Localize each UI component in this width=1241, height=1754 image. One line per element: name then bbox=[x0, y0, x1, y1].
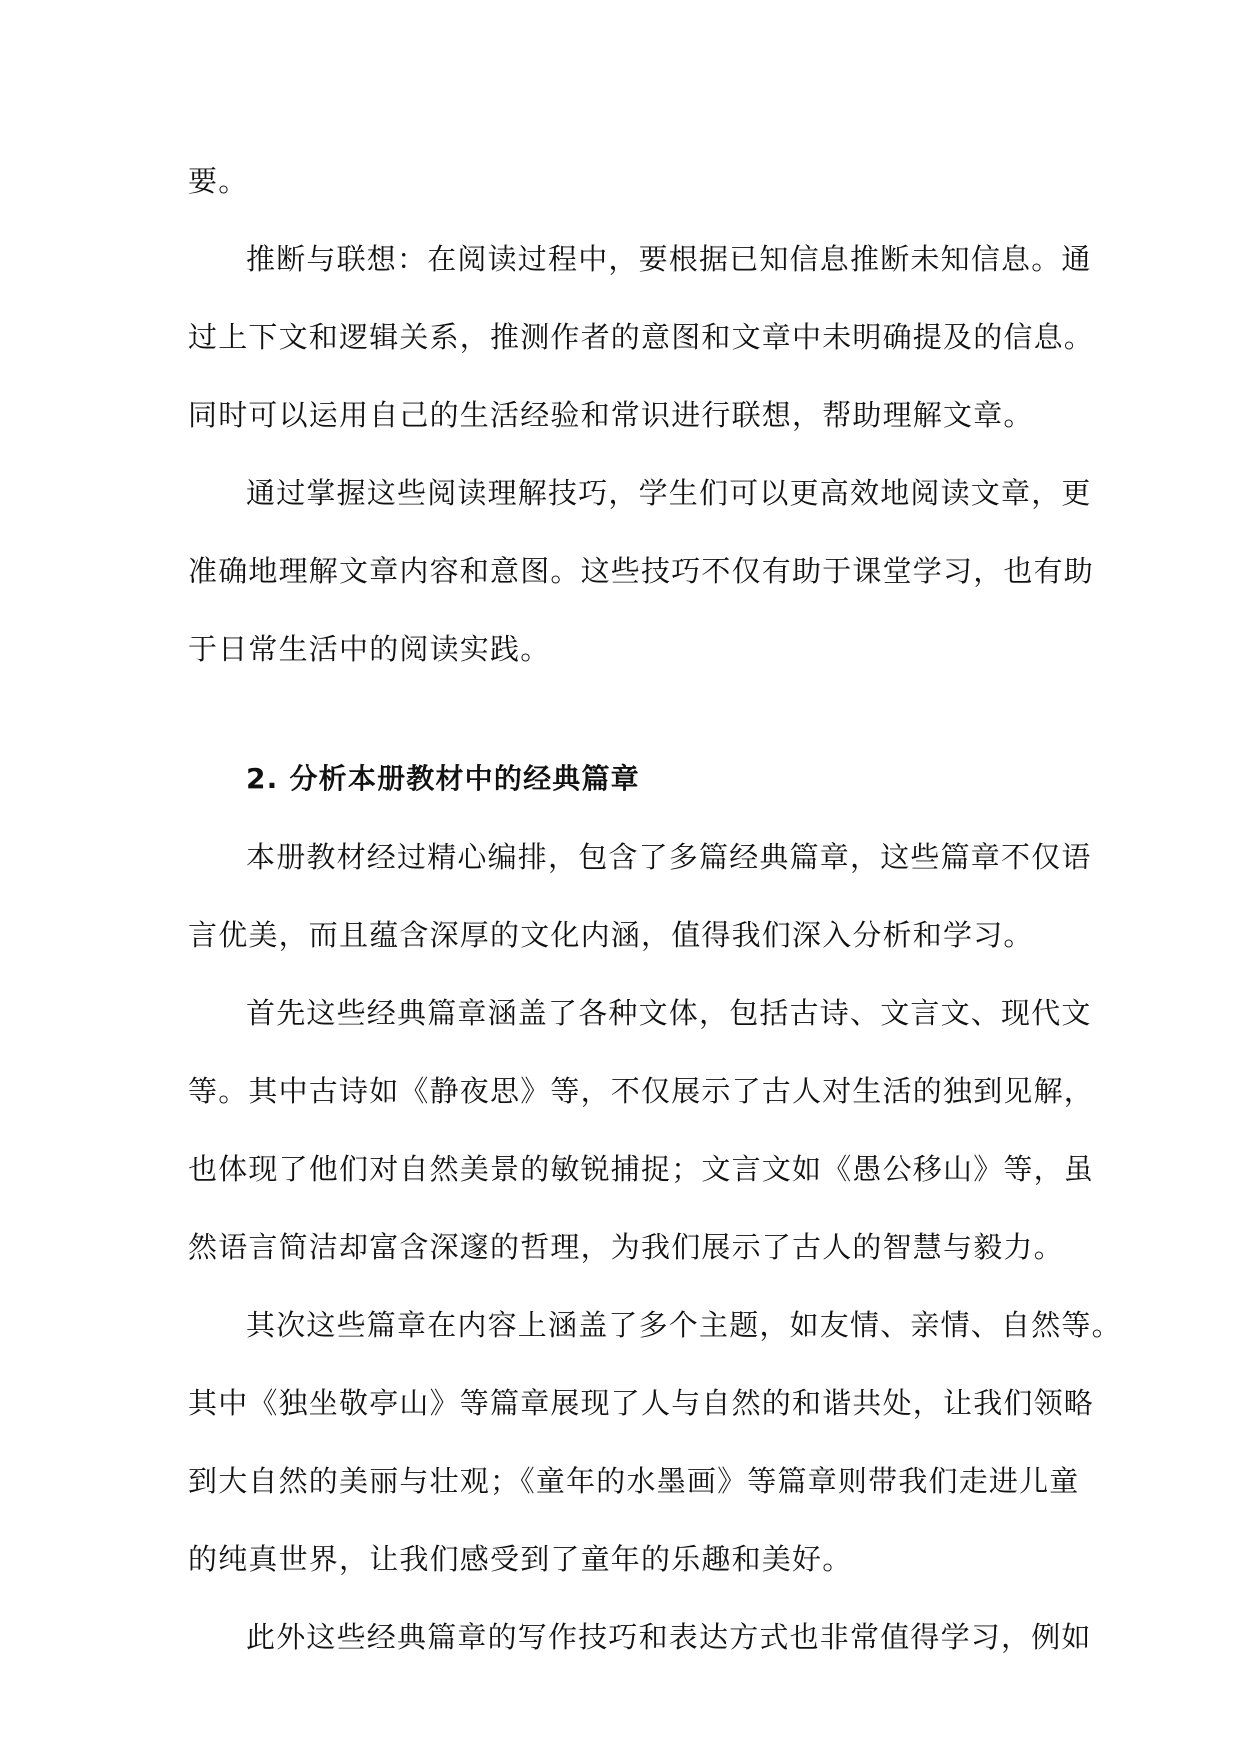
paragraph-intro bbox=[188, 818, 1092, 974]
text-line: 等。其中古诗如《静夜思》等，不仅展示了古人对生活的独到见解， bbox=[188, 1074, 1095, 1108]
text-line: 同时可以运用自己的生活经验和常识进行联想，帮助理解文章。 bbox=[188, 398, 1034, 432]
text-line: 此外这些经典篇章的写作技巧和表达方式也非常值得学习，例如 bbox=[246, 1620, 1092, 1654]
continued-text-line: 要。 bbox=[188, 164, 249, 198]
text-line: 到大自然的美丽与壮观；《童年的水墨画》等篇章则带我们走进儿童 bbox=[188, 1464, 1080, 1498]
text-line: 首先这些经典篇章涵盖了各种文体，包括古诗、文言文、现代文 bbox=[246, 996, 1092, 1030]
text-line: 的纯真世界，让我们感受到了童年的乐趣和美好。 bbox=[188, 1542, 853, 1576]
section-heading: 2. 分析本册教材中的经典篇章 bbox=[246, 762, 640, 795]
paragraph-inference bbox=[188, 220, 1095, 454]
text-line: 也体现了他们对自然美景的敏锐捕捉；文言文如《愚公移山》等，虽 bbox=[188, 1152, 1095, 1186]
document-body bbox=[188, 142, 1122, 1676]
paragraph-summary bbox=[188, 454, 1095, 688]
paragraph-genres bbox=[188, 974, 1095, 1286]
text-line: 其中《独坐敬亭山》等篇章展现了人与自然的和谐共处，让我们领略 bbox=[188, 1386, 1095, 1420]
text-line: 推断与联想：在阅读过程中，要根据已知信息推断未知信息。通 bbox=[246, 242, 1092, 276]
section-spacer bbox=[188, 688, 1056, 740]
text-line: 准确地理解文章内容和意图。这些技巧不仅有助于课堂学习，也有助 bbox=[188, 554, 1095, 588]
paragraph-techniques bbox=[188, 1598, 1092, 1676]
text-line: 本册教材经过精心编排，包含了多篇经典篇章，这些篇章不仅语 bbox=[246, 840, 1092, 874]
text-line: 通过掌握这些阅读理解技巧，学生们可以更高效地阅读文章，更 bbox=[246, 476, 1092, 510]
text-line: 言优美，而且蕴含深厚的文化内涵，值得我们深入分析和学习。 bbox=[188, 918, 1034, 952]
text-line: 过上下文和逻辑关系，推测作者的意图和文章中未明确提及的信息。 bbox=[188, 320, 1095, 354]
text-line: 其次这些篇章在内容上涵盖了多个主题，如友情、亲情、自然等。 bbox=[246, 1308, 1122, 1342]
text-line: 然语言简洁却富含深邃的哲理，为我们展示了古人的智慧与毅力。 bbox=[188, 1230, 1064, 1264]
paragraph-themes bbox=[188, 1286, 1122, 1598]
text-line: 于日常生活中的阅读实践。 bbox=[188, 632, 551, 666]
